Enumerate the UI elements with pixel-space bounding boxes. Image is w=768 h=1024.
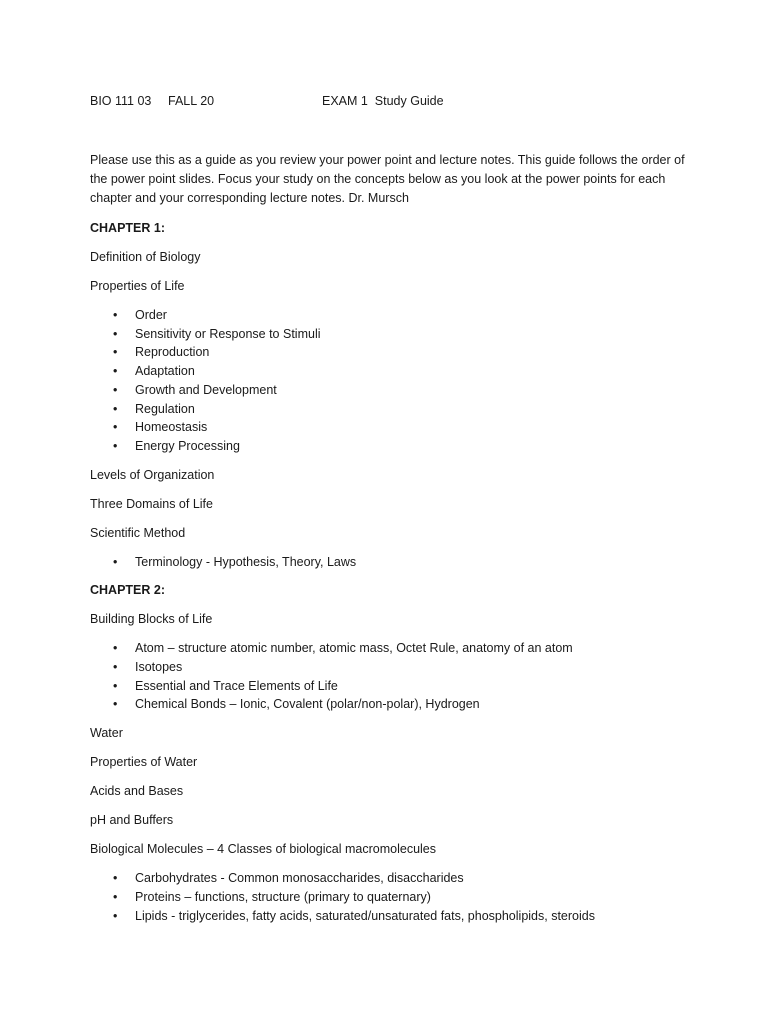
chapter-1-heading: CHAPTER 1: bbox=[90, 221, 166, 235]
list-item bbox=[90, 362, 690, 381]
bullet-icon: • bbox=[113, 697, 118, 712]
bullet-icon: • bbox=[113, 889, 118, 904]
bullet-icon: • bbox=[113, 420, 118, 435]
list-item bbox=[90, 888, 690, 907]
bullet-icon: • bbox=[113, 345, 118, 360]
topic-building-blocks: Building Blocks of Life bbox=[90, 612, 213, 627]
list-item bbox=[90, 695, 690, 714]
list-item-text: Chemical Bonds – Ionic, Covalent (polar/non-polar), Hydrogen bbox=[135, 697, 480, 712]
bullet-icon: • bbox=[113, 364, 118, 379]
list-item-text: Homeostasis bbox=[135, 420, 208, 435]
bullet-icon: • bbox=[113, 641, 118, 656]
bullet-icon: • bbox=[113, 401, 118, 416]
list-item bbox=[90, 658, 690, 677]
list-item bbox=[90, 418, 690, 437]
list-item bbox=[90, 869, 690, 888]
list-item-text: Reproduction bbox=[135, 345, 210, 360]
list-item bbox=[90, 343, 690, 362]
list-item-text: Proteins – functions, structure (primary to quaternary) bbox=[135, 889, 431, 904]
bullet-icon: • bbox=[113, 382, 118, 397]
bullet-icon: • bbox=[113, 326, 118, 341]
properties-of-life-list bbox=[90, 306, 690, 456]
chapter-2-heading: CHAPTER 2: bbox=[90, 583, 166, 598]
bullet-icon: • bbox=[113, 678, 118, 693]
list-item bbox=[90, 400, 690, 419]
document-body bbox=[90, 151, 690, 935]
topic-levels-of-organization: Levels of Organization bbox=[90, 467, 215, 482]
list-item-text: Atom – structure atomic number, atomic mass, Octet Rule, anatomy of an atom bbox=[135, 641, 573, 656]
list-item-text: Growth and Development bbox=[135, 382, 277, 397]
list-item bbox=[90, 381, 690, 400]
bullet-icon: • bbox=[113, 438, 118, 453]
list-item bbox=[90, 553, 690, 572]
bullet-icon: • bbox=[113, 908, 118, 923]
list-item-text: Terminology - Hypothesis, Theory, Laws bbox=[135, 554, 357, 569]
list-item-text: Order bbox=[135, 308, 167, 322]
topic-properties-of-water: Properties of Water bbox=[90, 755, 198, 770]
topic-acids-and-bases: Acids and Bases bbox=[90, 784, 184, 799]
topic-properties-of-life: Properties of Life bbox=[90, 279, 185, 293]
biological-molecules-list bbox=[90, 869, 690, 925]
list-item-text: Essential and Trace Elements of Life bbox=[135, 678, 338, 693]
topic-scientific-method: Scientific Method bbox=[90, 525, 186, 540]
bullet-icon: • bbox=[113, 308, 118, 322]
list-item bbox=[90, 306, 690, 325]
list-item-text: Carbohydrates - Common monosaccharides, disaccharides bbox=[135, 871, 464, 886]
document-header bbox=[90, 94, 690, 112]
list-item-text: Adaptation bbox=[135, 364, 195, 379]
list-item bbox=[90, 639, 690, 658]
list-item-text: Energy Processing bbox=[135, 438, 240, 453]
topic-ph-and-buffers: pH and Buffers bbox=[90, 813, 174, 828]
topic-biological-molecules: Biological Molecules – 4 Classes of biological macromolecules bbox=[90, 842, 436, 857]
scientific-method-list bbox=[90, 553, 690, 572]
bullet-icon: • bbox=[113, 660, 118, 675]
list-item bbox=[90, 907, 690, 926]
topic-definition-of-biology: Definition of Biology bbox=[90, 250, 201, 264]
list-item-text: Lipids - triglycerides, fatty acids, saturated/unsaturated fats, phospholipids, steroids bbox=[135, 908, 595, 923]
bullet-icon: • bbox=[113, 554, 118, 569]
list-item bbox=[90, 677, 690, 696]
list-item-text: Regulation bbox=[135, 401, 195, 416]
list-item-text: Sensitivity or Response to Stimuli bbox=[135, 326, 321, 341]
bullet-icon: • bbox=[113, 871, 118, 886]
list-item bbox=[90, 437, 690, 456]
list-item bbox=[90, 325, 690, 344]
term-label: FALL 20 bbox=[168, 94, 215, 108]
building-blocks-list bbox=[90, 639, 690, 714]
topic-three-domains: Three Domains of Life bbox=[90, 496, 213, 511]
intro-paragraph: Please use this as a guide as you review your power point and lecture notes. This guide follows the order of the power point slides. Focus your study on the concepts below as you look at the power points for each chapter and your corresponding lecture notes. Dr. Mursch bbox=[90, 153, 685, 205]
document-title: EXAM 1 Study Guide bbox=[322, 94, 444, 108]
course-code: BIO 111 03 bbox=[90, 94, 152, 108]
topic-water: Water bbox=[90, 726, 123, 741]
list-item-text: Isotopes bbox=[135, 660, 183, 675]
